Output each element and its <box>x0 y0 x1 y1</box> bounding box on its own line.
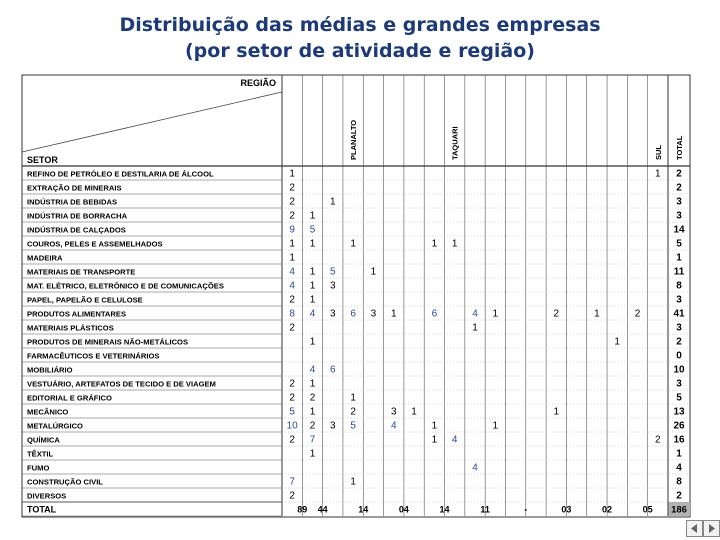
cell-value: 1 <box>309 238 316 250</box>
cell-value: 4 <box>451 434 458 446</box>
row-total-value: 0 <box>676 350 682 362</box>
sector-label: VESTUÁRIO, ARTEFATOS DE TECIDO E DE VIAGEM <box>27 379 216 389</box>
cell-value: 2 <box>309 392 316 404</box>
sector-label: TÊXTIL <box>27 449 54 459</box>
cell-value: 1 <box>350 476 356 488</box>
page-title-line1: Distribuição das médias e grandes empresas <box>119 14 601 36</box>
sector-label: MECÂNICO <box>27 407 69 417</box>
region-header-label: SUL <box>653 145 663 160</box>
cell-value: 3 <box>330 308 336 320</box>
page-title-line2: (por setor de atividade e região) <box>184 40 535 62</box>
row-total-value: 2 <box>676 182 682 194</box>
nav-next-button[interactable] <box>703 520 720 537</box>
sector-label: METALÚRGICO <box>27 421 83 431</box>
cell-value: 6 <box>330 364 336 376</box>
cell-value: 2 <box>289 210 295 222</box>
cell-value: 2 <box>655 434 661 446</box>
cell-value: 1 <box>370 266 377 278</box>
cell-value: 2 <box>289 378 295 390</box>
cell-value: 1 <box>309 210 316 222</box>
cell-value: 5 <box>309 224 316 236</box>
sector-label: CONSTRUÇÃO CIVIL <box>27 477 103 487</box>
cell-value: 02 <box>602 504 613 515</box>
cell-value: 3 <box>330 420 336 432</box>
sector-label: REFINO DE PETRÓLEO E DESTILARIA DE ÁLCOOL <box>27 169 214 179</box>
row-total-value: 8 <box>676 280 682 292</box>
cell-value: 10 <box>286 420 298 432</box>
nav-prev-button[interactable] <box>686 520 703 537</box>
region-header-label: PLANALTO <box>349 119 359 160</box>
cell-value: 1 <box>472 322 478 334</box>
cell-value: 2 <box>309 420 316 432</box>
cell-value: 3 <box>370 308 377 320</box>
total-header-label: TOTAL <box>675 135 684 160</box>
cell-value: 1 <box>289 168 295 180</box>
cell-value: 2 <box>289 490 295 502</box>
cell-value: 2 <box>350 406 356 418</box>
cell-value: 5 <box>330 266 336 278</box>
cell-value: 1 <box>411 406 417 418</box>
row-total-value: 5 <box>676 392 682 404</box>
cell-value: 11 <box>480 504 490 515</box>
row-total-value: 4 <box>676 462 682 474</box>
header-regiao: REGIÃO <box>240 78 276 88</box>
row-total-value: 2 <box>676 336 682 348</box>
sector-label: COUROS, PELES E ASSEMELHADOS <box>27 239 163 249</box>
cell-value: 04 <box>398 504 409 515</box>
cell-value: 05 <box>642 504 653 515</box>
cell-value: 4 <box>309 308 316 320</box>
cell-value: 1 <box>431 420 438 432</box>
cell-value: 14 <box>358 504 369 515</box>
cell-value: 1 <box>309 378 316 390</box>
sector-label: DIVERSOS <box>27 491 67 501</box>
cell-value: 1 <box>309 448 316 460</box>
sector-label: MAT. ELÉTRICO, ELETRÔNICO E DE COMUNICAÇÕES <box>27 281 224 291</box>
cell-value: 1 <box>614 336 620 348</box>
sector-label: EDITORIAL E GRÁFICO <box>27 393 112 403</box>
cell-value: 2 <box>289 182 295 194</box>
cell-value: 03 <box>561 504 572 515</box>
cell-value: 4 <box>309 364 316 376</box>
cell-value: 1 <box>655 168 661 180</box>
cell-value: 4 <box>390 420 397 432</box>
cell-value: 1 <box>309 336 316 348</box>
row-total-value: 11 <box>673 266 685 278</box>
cell-value: 7 <box>309 434 316 446</box>
cell-value: 1 <box>492 420 499 432</box>
sector-label: MOBILIÁRIO <box>27 365 73 375</box>
row-total-value: 14 <box>673 224 685 236</box>
sector-label: MATERIAIS DE TRANSPORTE <box>27 267 136 277</box>
grand-total-value: 186 <box>671 504 687 516</box>
cell-value: 2 <box>634 308 641 320</box>
row-total-value: 1 <box>676 252 682 264</box>
sector-label: PRODUTOS ALIMENTARES <box>27 309 127 319</box>
sector-label: MATERIAIS PLÁSTICOS <box>27 323 114 333</box>
row-total-value: 10 <box>673 364 685 376</box>
cell-value: 1 <box>350 392 356 404</box>
cell-value: 8 <box>289 308 295 320</box>
cell-value: 6 <box>350 308 356 320</box>
arrow-left-icon <box>687 521 702 536</box>
cell-value: 1 <box>309 266 316 278</box>
totals-label: TOTAL <box>27 504 57 515</box>
cell-value: 1 <box>594 308 600 320</box>
row-total-value: 41 <box>673 308 685 320</box>
cell-value: 1 <box>553 406 560 418</box>
cell-value: 1 <box>330 196 336 208</box>
cell-value: 9 <box>289 224 295 236</box>
cell-value: 1 <box>390 308 397 320</box>
cell-value: 4 <box>472 462 478 474</box>
cell-value: 1 <box>350 238 356 250</box>
cell-value: 1 <box>309 294 316 306</box>
sector-label: MADEIRA <box>27 253 63 263</box>
cell-value: 2 <box>289 392 295 404</box>
sector-label: FUMO <box>27 463 50 473</box>
sector-label: INDÚSTRIA DE BORRACHA <box>27 211 128 221</box>
cell-value: 2 <box>289 294 295 306</box>
sector-label: INDÚSTRIA DE CALÇADOS <box>27 225 126 235</box>
cell-value: 7 <box>289 476 295 488</box>
row-total-value: 13 <box>673 406 685 418</box>
cell-value: 2 <box>553 308 560 320</box>
row-total-value: 1 <box>676 448 682 460</box>
cell-value: 2 <box>289 196 295 208</box>
cell-value: 4 <box>289 266 295 278</box>
cell-value: 1 <box>451 238 458 250</box>
cell-value: 1 <box>289 238 295 250</box>
row-total-value: 3 <box>676 294 682 306</box>
sector-label: FARMACÊUTICOS E VETERINÁRIOS <box>27 351 160 361</box>
header-setor: SETOR <box>27 155 58 165</box>
cell-value: 5 <box>289 406 295 418</box>
row-total-value: 2 <box>676 168 682 180</box>
sector-label: PRODUTOS DE MINERAIS NÃO-METÁLICOS <box>27 337 189 347</box>
row-total-value: 3 <box>676 322 682 334</box>
cell-value: 89 <box>297 504 308 515</box>
row-total-value: 5 <box>676 238 682 250</box>
row-total-value: 8 <box>676 476 682 488</box>
cell-value: 3 <box>330 280 336 292</box>
cell-value: 44 <box>317 504 328 515</box>
cell-value: 2 <box>289 434 295 446</box>
cell-value: 1 <box>492 308 499 320</box>
cell-value: 1 <box>431 434 438 446</box>
sector-label: EXTRAÇÃO DE MINERAIS <box>27 183 122 193</box>
row-total-value: 26 <box>673 420 685 432</box>
row-total-value: 3 <box>676 210 682 222</box>
row-total-value: 3 <box>676 196 682 208</box>
cell-value: 4 <box>472 308 478 320</box>
region-header-label: TAQUARI <box>450 126 460 160</box>
cell-value: 1 <box>289 252 295 264</box>
cell-value: 6 <box>431 308 438 320</box>
row-total-value: 16 <box>673 434 685 446</box>
cell-value: - <box>524 504 528 515</box>
cell-value: 1 <box>309 406 316 418</box>
cell-value: 1 <box>431 238 438 250</box>
cell-value: 1 <box>309 280 316 292</box>
cell-value: 4 <box>289 280 295 292</box>
cell-value: 14 <box>439 504 450 515</box>
sector-label: INDÚSTRIA DE BEBIDAS <box>27 197 118 207</box>
row-total-value: 2 <box>676 490 682 502</box>
cell-value: 2 <box>289 322 295 334</box>
arrow-right-icon <box>704 521 719 536</box>
cell-value: 5 <box>350 420 356 432</box>
sector-label: QUÍMICA <box>27 435 60 445</box>
sector-label: PAPEL, PAPELÃO E CELULOSE <box>27 295 143 305</box>
cell-value: 3 <box>390 406 397 418</box>
row-total-value: 3 <box>676 378 682 390</box>
